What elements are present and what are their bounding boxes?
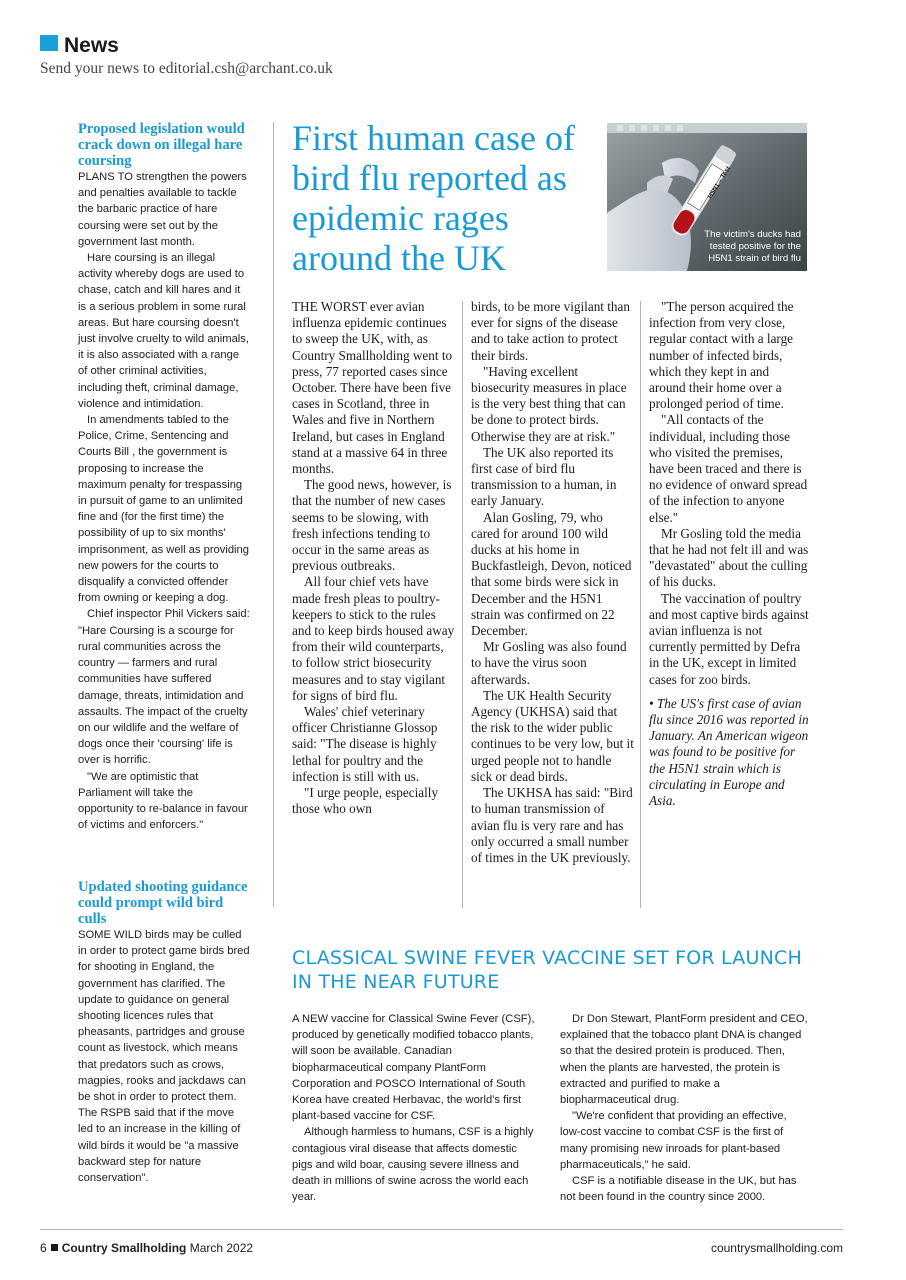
website-link[interactable]: countrysmallholding.com (710, 1241, 843, 1255)
sidebar-headline: Proposed legislation would crack down on illegal hare coursing (78, 121, 245, 169)
article-paragraph: birds, to be more vigilant than ever for signs of the disease and to take action to protect their birds. (471, 299, 630, 363)
article-footnote: • The US's first case of avian flu since 2016 was reported in January. An American wigeon was found to be positive for the H5N1 strain which is circulating in Europe and Asia. (649, 695, 809, 809)
footer-folio (40, 1241, 253, 1255)
photo-caption: The victim's ducks had tested positive for the H5N1 strain of bird flu (704, 229, 801, 264)
article-paragraph: "Having excellent biosecurity measures in place is the very best thing that can be done to protect birds. Otherwise they are at risk." (471, 363, 627, 444)
article-paragraph: The good news, however, is that the number of new cases seems to be slowing, with fresh infections tending to occur in the same areas as previous outbreaks. (292, 477, 452, 574)
article-paragraph: The UK Health Security Agency (UKHSA) said that the risk to the wider public continues to be very low, but it urged people not to handle sick or dead birds. (471, 687, 634, 784)
sidebar-paragraph: "We are optimistic that Parliament will take the opportunity to re-balance in favour of victims and enforcers." (78, 770, 248, 832)
sidebar-story-shooting-guidance (78, 879, 250, 1186)
sidebar-paragraph: PLANS TO strengthen the powers and penalties available to tackle the barbaric practice of hare coursing were set out by the government last month. (78, 171, 247, 248)
article-paragraph: Mr Gosling told the media that he had not felt ill and was "devastated" about the culling of his ducks. (649, 525, 809, 590)
section-title: News (64, 34, 119, 57)
article-paragraph: The UK also reported its first case of bird flu transmission to a human, in early January. (471, 444, 617, 509)
sidebar-paragraph: Hare coursing is an illegal activity whereby dogs are used to chase, catch and kill hares and it is a serious problem in some rural areas. But hare coursing doesn't just involve cruelty to wild animals, it is also associated with a range of other criminal activities, including theft, criminal damage, violence and intimidation. (78, 252, 249, 410)
footer-rule (40, 1229, 843, 1230)
swine-column-1 (292, 1011, 538, 1205)
swine-paragraph: Although harmless to humans, CSF is a highly contagious viral disease that affects domestic pigs and wild boar, causing severe illness and death in millions of swine across the world each year. (292, 1126, 534, 1204)
column-divider (462, 301, 463, 908)
article-column-3 (649, 299, 809, 809)
section-marker (40, 35, 58, 51)
swine-paragraph: A NEW vaccine for Classical Swine Fever (CSF), produced by genetically modified tobacco plants, will soon be available. Canadian biopharmaceutical company PlantForm Corporation and POSCO International of South Korea have created Herbavac, the world's first plant-based vaccine for CSF. (292, 1013, 535, 1123)
article-paragraph: Mr Gosling was also found to have the virus soon afterwards. (471, 639, 627, 687)
main-headline: First human case of bird flu reported as epidemic rages around the UK (292, 118, 575, 278)
section-header (40, 34, 119, 58)
sidebar-paragraph: Chief inspector Phil Vickers said: "Hare Coursing is a scourge for rural communities across the country — farmers and rural communities have suffered damage, threats, intimidation and assaults. The impact of the cruelty on our wildlife and the welfare of dogs once their 'coursing' life is over is horrific. (78, 608, 250, 767)
swine-paragraph: "We're confident that providing an effective, low-cost vaccine to combat CSF is the first of many promising new inroads for plant-based pharmaceuticals," he said. (560, 1110, 787, 1171)
sidebar-paragraph: In amendments tabled to the Police, Crime, Sentencing and Courts Bill , the government is proposing to increase the maximum penalty for trespassing in pursuit of game to an unlimited fine and (for the first time) the possibility of up to six months' imprisonment, as well as providing new powers for the courts to disqualify a convicted offender from owning or keeping a dog. (78, 414, 249, 605)
article-paragraph: The UKHSA has said: "Bird to human transmission of avian flu is very rare and has only occurred a small number of times in the UK previously. (471, 785, 633, 865)
article-paragraph (292, 299, 456, 477)
article-column-1 (292, 299, 456, 818)
column-divider (640, 301, 641, 908)
article-column-2 (471, 299, 634, 866)
swine-fever-headline: CLASSICAL SWINE FEVER VACCINE SET FOR LAUNCH IN THE NEAR FUTURE (292, 947, 802, 993)
article-paragraph: Wales' chief veterinary officer Christianne Glossop said: "The disease is highly lethal for poultry and the infection is still with us. (292, 704, 438, 784)
page-number: 6 (40, 1241, 47, 1255)
swine-paragraph: CSF is a notifiable disease in the UK, but has not been found in the country since 2000. (560, 1175, 797, 1204)
article-paragraph: "All contacts of the individual, including those who visited the premises, have been traced and there is no evidence of onward spread of the infection to anyone else." (649, 412, 808, 525)
section-subtitle: Send your news to editorial.csh@archant.co.uk (40, 60, 333, 77)
sidebar-story-hare-coursing (78, 121, 250, 833)
column-divider (273, 122, 274, 907)
issue-date: March 2022 (189, 1241, 254, 1255)
swine-column-2 (560, 1011, 810, 1205)
article-text: THE WORST ever avian influenza epidemic continues to sweep the UK, with, as Country Smallholding went to press, 77 reported cases since October. There have been five cases in Scotland, three in Wales and five in Northern Ireland, but cases in England stand at a massive 64 in three months. (292, 299, 453, 477)
tube-label: H5N1 – Test (706, 165, 733, 201)
article-paragraph: The vaccination of poultry and most captive birds against avian influenza is not currently permitted by Defra in the UK, except in limited cases for zoo birds. (649, 590, 809, 687)
sidebar-headline: Updated shooting guidance could prompt wild bird culls (78, 879, 248, 927)
article-paragraph: "I urge people, especially those who own (292, 785, 439, 817)
article-paragraph: Alan Gosling, 79, who cared for around 100 wild ducks at his home in Buckfastleigh, Devon, noticed that some birds were sick in December and the H5N1 strain was confirmed on 22 December. (471, 509, 632, 639)
article-paragraph: All four chief vets have made fresh pleas to poultry-keepers to stick to the rules and to keep birds housed away from their wild counterparts, to follow strict biosecurity measures and to stay vigilant for signs of bird flu. (292, 574, 455, 703)
swine-paragraph: Dr Don Stewart, PlantForm president and CEO, explained that the tobacco plant DNA is changed so that the desired protein is produced. Then, when the plants are harvested, the protein is extracted and purified to make a biopharmaceutical drug. (560, 1013, 808, 1107)
sidebar-paragraph: SOME WILD birds may be culled in order to protect game birds bred for shooting in England, the government has clarified. The update to guidance on general shooting licences rules that pheasants, partridges and grouse count as livestock, which means that predators such as crows, magpies, rooks and jackdaws can be shot in order to protect them. The RSPB said that if the move led to an increase in the killing of wild birds it would be "a massive backward step for nature conservation". (78, 929, 250, 1185)
folio-square-icon (51, 1244, 58, 1251)
publication-name: Country Smallholding (61, 1241, 187, 1255)
article-photo (607, 123, 807, 271)
article-paragraph: "The person acquired the infection from very close, regular contact with a large number of infected birds, which they kept in and around their home over a prolonged period of time. (649, 299, 794, 412)
